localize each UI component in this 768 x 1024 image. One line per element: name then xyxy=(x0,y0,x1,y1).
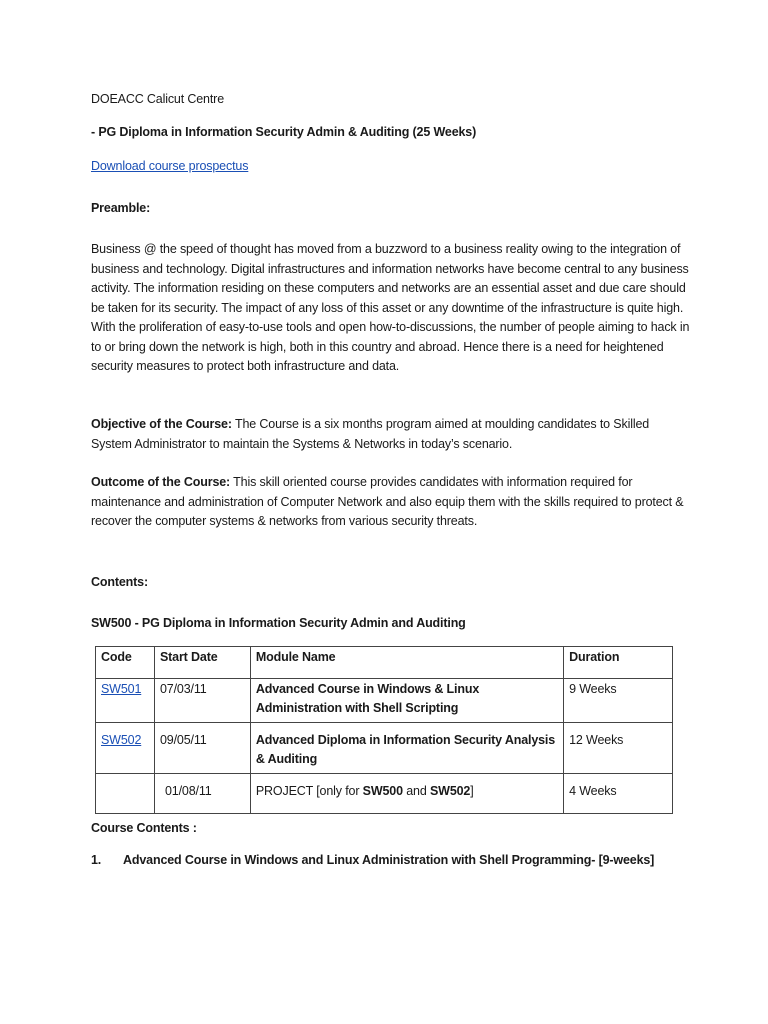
table-row xyxy=(96,679,673,723)
contents-heading: Contents: xyxy=(91,575,148,589)
project-prefix: PROJECT [only for xyxy=(255,784,363,798)
course-title: - PG Diploma in Information Security Admin & Auditing (25 Weeks) xyxy=(91,125,477,139)
centre-name: DOEACC Calicut Centre xyxy=(91,92,225,106)
duration-cell: 4 Weeks xyxy=(564,774,673,814)
preamble-paragraph-2: With the proliferation of easy-to-use tools and open how-to-discussions, the number of people aiming to hack in to or bring down the network is high, both in this country and abroad. Hence there is a need for heightened security measures to protect both infrastructure and data. xyxy=(91,320,690,373)
table-row xyxy=(96,723,673,774)
module-name-cell xyxy=(250,774,563,814)
start-date-cell: 09/05/11 xyxy=(154,723,250,774)
header-duration: Duration xyxy=(564,647,673,679)
download-prospectus-link[interactable]: Download course prospectus xyxy=(91,159,249,173)
header-module-name: Module Name xyxy=(250,647,563,679)
preamble-paragraph-1: Business @ the speed of thought has moved from a buzzword to a business reality owing to the integration of business and technology. Digital infrastructures and information networks have become central to any business activity. The information residing on these computers and networks are an essential asset and due care should be taken for its security. The impact of any loss of this asset or any downtime of the infrastructure is quite high. xyxy=(91,242,689,315)
outcome-paragraph xyxy=(91,473,691,532)
module-name-cell: Advanced Diploma in Information Security Analysis & Auditing xyxy=(250,723,563,774)
project-code-sw502: SW502 xyxy=(429,784,471,798)
module-name-cell: Advanced Course in Windows & Linux Administration with Shell Scripting xyxy=(250,679,563,723)
sw501-link[interactable]: SW501 xyxy=(101,682,142,696)
table-header-row xyxy=(96,647,673,679)
course-contents-heading: Course Contents : xyxy=(91,821,197,835)
sw502-link[interactable]: SW502 xyxy=(101,733,142,747)
outcome-text: This skill oriented course provides candidates with information required for maintenance and administration of Computer Network and also equip them with the skills required to protect & recover the computer systems & networks from various security threats. xyxy=(91,475,684,528)
start-date-cell: 07/03/11 xyxy=(154,679,250,723)
start-date-cell: 01/08/11 xyxy=(154,774,250,814)
objective-paragraph xyxy=(91,415,691,454)
duration-cell: 12 Weeks xyxy=(564,723,673,774)
item-number: 1. xyxy=(91,853,102,867)
code-cell xyxy=(96,774,155,814)
project-suffix: ] xyxy=(470,784,474,798)
table-row xyxy=(96,774,673,814)
program-title: SW500 - PG Diploma in Information Security Admin and Auditing xyxy=(91,616,466,630)
download-link-row xyxy=(91,157,691,177)
item-text: Advanced Course in Windows and Linux Administration with Shell Programming- [9-weeks] xyxy=(123,853,655,867)
duration-cell: 9 Weeks xyxy=(564,679,673,723)
course-contents-item-1 xyxy=(91,851,731,871)
project-mid: and xyxy=(402,784,430,798)
preamble-body xyxy=(91,240,691,377)
header-code: Code xyxy=(96,647,155,679)
objective-text: The Course is a six months program aimed at moulding candidates to Skilled System Administrator to maintain the Systems & Networks in today’s scenario. xyxy=(91,417,650,451)
header-start-date: Start Date xyxy=(154,647,250,679)
code-cell xyxy=(96,723,155,774)
code-cell xyxy=(96,679,155,723)
outcome-label: Outcome of the Course: xyxy=(91,475,231,489)
objective-label: Objective of the Course: xyxy=(91,417,232,431)
modules-table xyxy=(95,646,673,814)
preamble-heading: Preamble: xyxy=(91,201,151,215)
project-code-sw500: SW500 xyxy=(362,784,403,798)
